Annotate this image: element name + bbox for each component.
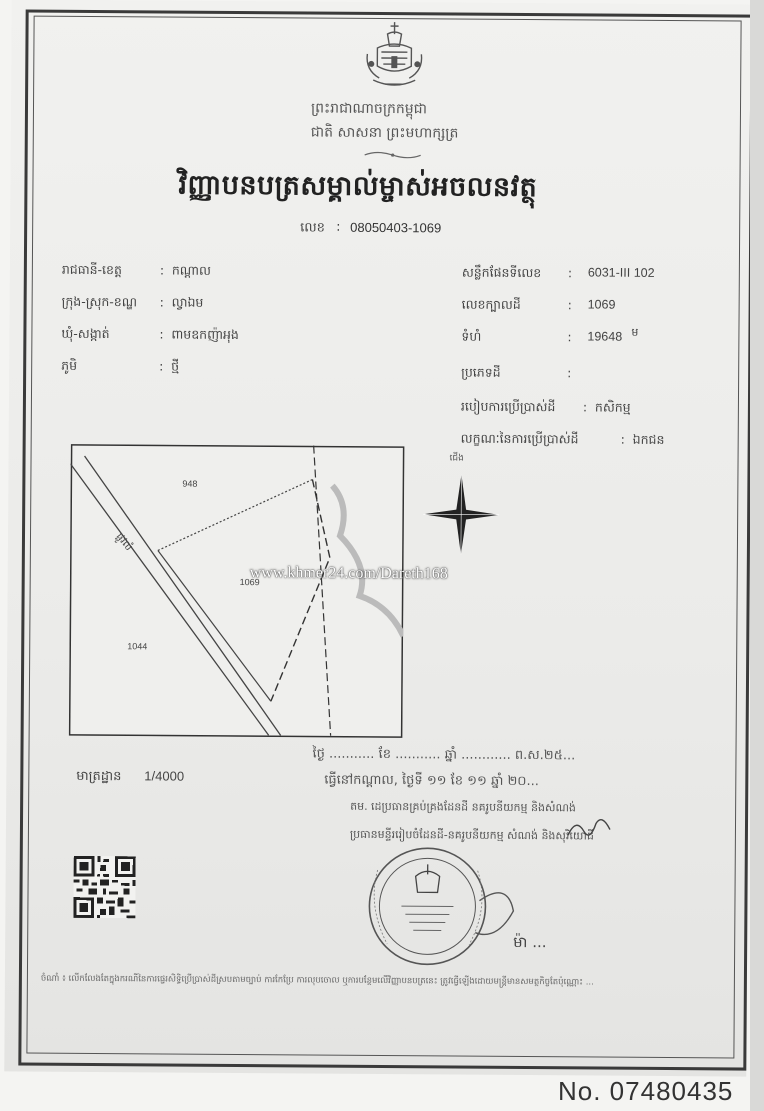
road-label: ផ្លូវលំ <box>113 531 134 554</box>
department-head-line: ប្រធានមន្ទីររៀបចំដែនដី-នគរូបនីយកម្ម សំណង់ និងសុរិយោដី <box>349 827 594 843</box>
colon: : <box>159 262 165 278</box>
land-use-nature-label: លក្ខណៈនៃការប្រើប្រាស់ដី <box>460 430 579 447</box>
official-title-line: តម. ដេប្រធានគ្រប់គ្រងដែនដី នគរូបនីយកម្ម និងសំណង់ <box>350 799 576 815</box>
serial-number: No. 07480435 <box>558 1076 734 1106</box>
background-edge <box>750 0 764 1111</box>
colon: : <box>567 365 572 381</box>
watermark-text: www.khmer24.com/Dareth168 <box>249 564 448 583</box>
signature-icon <box>566 815 616 841</box>
colon: : <box>567 265 573 281</box>
land-use-label: របៀបការប្រើប្រាស់ដី <box>460 398 556 415</box>
colon: : <box>159 326 164 342</box>
royal-arms-icon <box>359 20 430 92</box>
fine-print: ចំណាំ ៖ លើកលែងតែក្នុងករណីនៃការផ្ទេរសិទ្ធិប្រើប្រាស់ដីស្របតាមច្បាប់ ការកែប្រែ ការលុបចោល ឬការបន្ថែមលើវិញ្ញាបនបត្រនេះ ត្រូវធ្វើឡើងដោយមន្ត្រីមានសមត្ថកិច្ចតែប៉ុណ្ណោះ ... <box>40 973 594 988</box>
commune-label: ឃុំ-សង្កាត់ <box>61 325 110 342</box>
colon: : <box>159 358 164 374</box>
qr-code-icon <box>73 856 135 918</box>
colon: : <box>567 297 572 313</box>
issue-date-line: ធ្វើនៅកណ្តាល, ថ្ងៃទី ១១ ខែ ១១ ឆ្នាំ ២០... <box>324 772 539 790</box>
area-label: ទំហំ <box>461 328 482 344</box>
certificate-number: 08050403-1069 <box>350 219 442 236</box>
certificate-sheet <box>4 0 753 1077</box>
compass-star-icon <box>421 450 502 555</box>
map-frame <box>70 445 404 737</box>
signer-name: ម៉ា ... <box>513 932 547 952</box>
colon: : <box>582 399 588 415</box>
village-label: ភូមិ <box>61 357 78 373</box>
scale-value: 1/4000 <box>144 768 185 784</box>
official-seal-icon <box>357 840 518 971</box>
scale-label: មាត្រដ្ឋាន <box>76 768 122 785</box>
map-sheet-value: 6031-III 102 <box>587 265 655 280</box>
area-value: 19648 <box>587 329 623 344</box>
land-use-nature-value: ឯកជន <box>632 431 665 447</box>
colon: : <box>567 329 572 345</box>
certificate-number-label: លេខ <box>300 220 325 236</box>
commune-value: ពាមឧកញ៉ាអុង <box>171 326 239 343</box>
parcel-label-1044: 1044 <box>127 641 148 652</box>
colon: : <box>159 294 164 310</box>
certificate-title: វិញ្ញាបនបត្រសម្គាល់ម្ចាស់អចលនវត្ថុ <box>178 169 538 204</box>
land-use-value: កសិកម្ម <box>594 399 631 415</box>
land-type-label: ប្រភេទដី <box>461 364 501 380</box>
province-value: កណ្តាល <box>171 262 211 278</box>
north-label: ជើង <box>449 453 464 464</box>
parcel-label-948: 948 <box>182 478 198 489</box>
colon: : <box>336 219 341 235</box>
kingdom-text: ព្រះរាជាណាចក្រកម្ពុជា <box>310 100 428 118</box>
district-value: ល្វាឯម <box>171 294 204 310</box>
province-label: រាជធានី-ខេត្ត <box>61 261 122 278</box>
colon: : <box>620 431 625 447</box>
lunar-date-line: ថ្ងៃ ........... ខែ ........... ឆ្នាំ ............ ព.ស.២៥... <box>312 746 576 764</box>
map-sheet-label: សន្លឹកផែនទីលេខ <box>461 264 542 281</box>
ornament-divider <box>363 150 423 160</box>
area-unit: ម <box>631 325 639 339</box>
parcel-number-label: លេខក្បាលដី <box>461 296 521 312</box>
parcel-label-1069: 1069 <box>239 577 260 588</box>
village-value: ថ្មី <box>171 358 180 374</box>
district-label: ក្រុង-ស្រុក-ខណ្ឌ <box>61 293 138 310</box>
motto-text: ជាតិ សាសនា ព្រះមហាក្សត្រ <box>310 124 459 142</box>
cadastral-map <box>69 444 405 738</box>
parcel-number-value: 1069 <box>587 297 616 312</box>
